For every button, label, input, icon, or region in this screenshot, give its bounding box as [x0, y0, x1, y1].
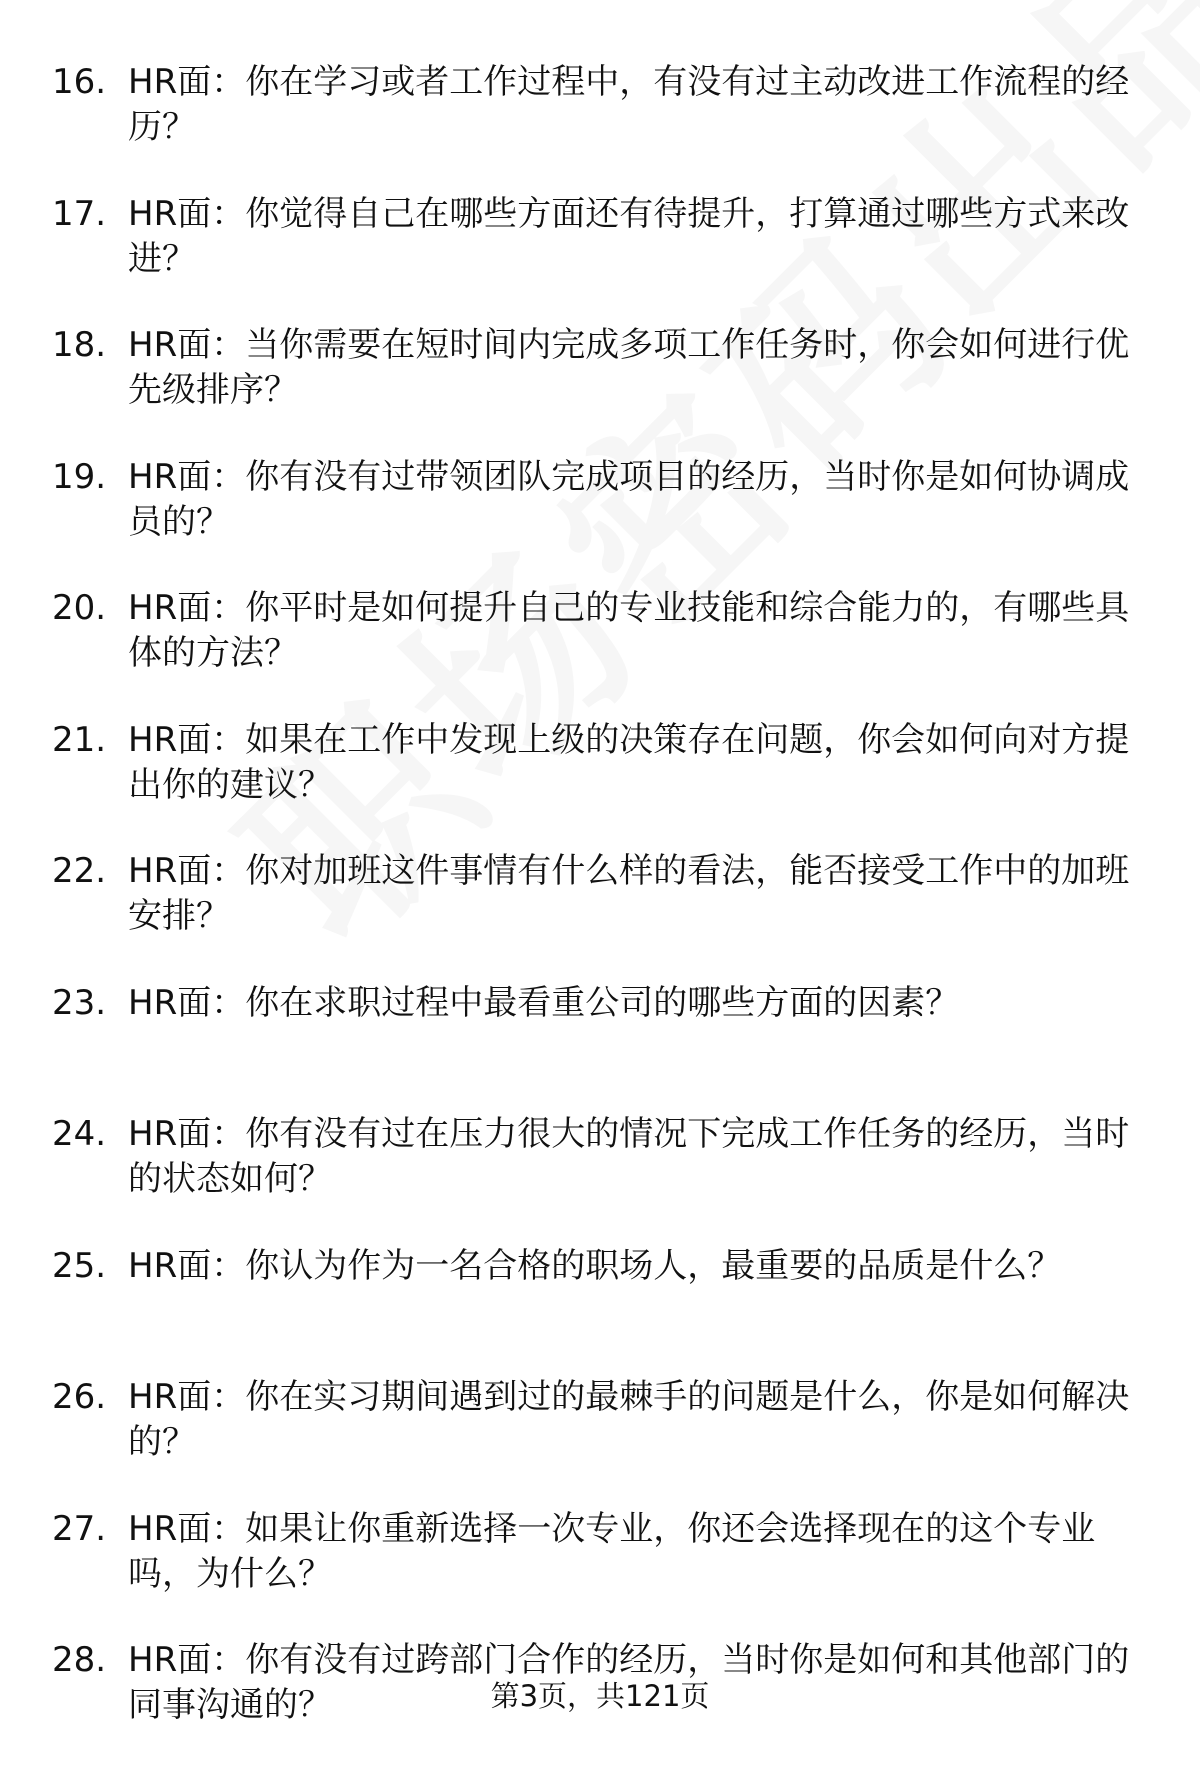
list-item — [0, 1244, 1200, 1376]
page-footer — [0, 1676, 1200, 1716]
list-item — [0, 323, 1200, 455]
question-text: HR面：你有没有过跨部门合作的经历，当时你是如何和其他部门的同事沟通的？ — [128, 1640, 1130, 1725]
question-number: 27. — [52, 1508, 107, 1549]
question-number: 18. — [52, 325, 107, 365]
question-number: 17. — [52, 193, 107, 234]
list-item — [0, 1375, 1200, 1507]
question-text: HR面：你在求职过程中最看重公司的哪些方面的因素？ — [128, 982, 960, 1023]
question-text: HR面：你对加班这件事情有什么样的看法，能否接受工作中的加班安排？ — [128, 851, 1130, 936]
list-item — [0, 981, 1200, 1113]
question-number: 21. — [52, 719, 107, 760]
list-item — [0, 455, 1200, 587]
list-item — [0, 1112, 1200, 1244]
question-number: 16. — [52, 62, 107, 102]
list-item — [0, 586, 1200, 718]
question-number: 19. — [52, 456, 107, 497]
question-text: HR面：当你需要在短时间内完成多项工作任务时，你会如何进行优先级排序？ — [128, 325, 1130, 410]
question-text: HR面：你觉得自己在哪些方面还有待提升，打算通过哪些方式来改进？ — [128, 193, 1130, 279]
list-item — [0, 849, 1200, 981]
question-text: HR面：你有没有过在压力很大的情况下完成工作任务的经历，当时的状态如何？ — [128, 1114, 1130, 1199]
question-number: 24. — [52, 1114, 107, 1154]
question-number: 25. — [52, 1245, 107, 1286]
list-item — [0, 192, 1200, 324]
question-text: HR面：你在学习或者工作过程中，有没有过主动改进工作流程的经历？ — [128, 62, 1130, 147]
question-text: HR面：你在实习期间遇到过的最棘手的问题是什么，你是如何解决的？ — [128, 1377, 1130, 1462]
question-text: HR面：你有没有过带领团队完成项目的经历，当时你是如何协调成员的？ — [128, 456, 1130, 542]
question-number: 28. — [52, 1640, 107, 1680]
question-number: 20. — [52, 588, 107, 628]
question-number: 22. — [52, 851, 107, 891]
question-number: 23. — [52, 982, 107, 1023]
list-item — [0, 718, 1200, 850]
list-item — [0, 60, 1200, 192]
question-list — [0, 60, 1200, 1770]
page-number: 第3页，共121页 — [490, 1679, 710, 1713]
question-text: HR面：你认为作为一名合格的职场人，最重要的品质是什么？ — [128, 1245, 1062, 1286]
list-item — [0, 1507, 1200, 1639]
question-text: HR面：你平时是如何提升自己的专业技能和综合能力的，有哪些具体的方法？ — [128, 588, 1130, 673]
question-number: 26. — [52, 1377, 107, 1417]
question-text: HR面：如果让你重新选择一次专业，你还会选择现在的这个专业吗，为什么？ — [128, 1508, 1096, 1594]
question-text: HR面：如果在工作中发现上级的决策存在问题，你会如何向对方提出你的建议？ — [128, 719, 1130, 805]
